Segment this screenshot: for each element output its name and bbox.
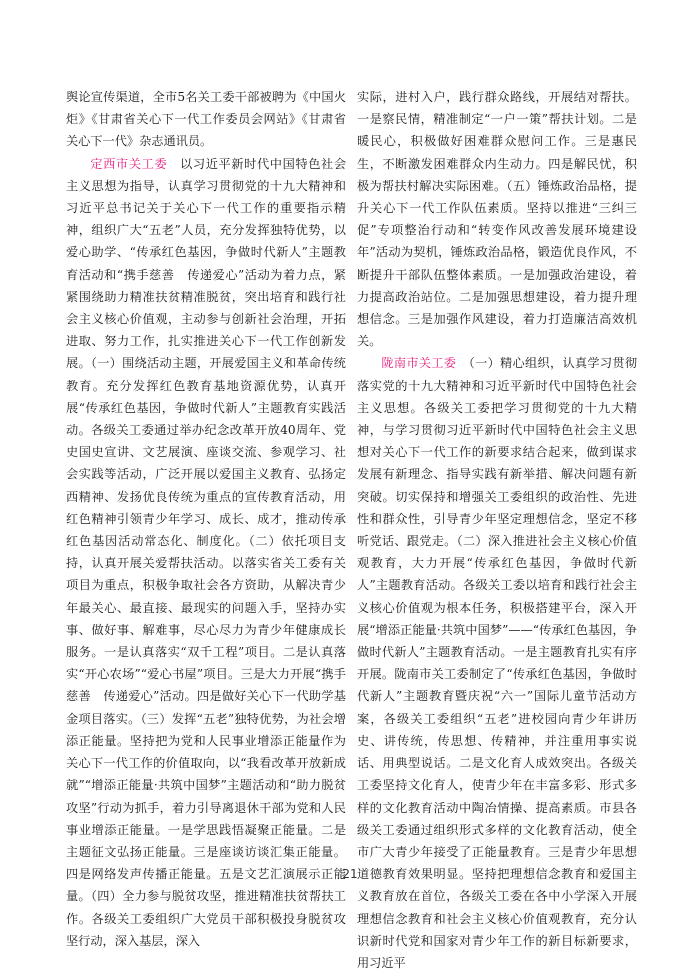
left-paragraph-2: 定西市关工委 以习近平新时代中国特色社会主义思想为指导，认真学习贯彻党的十九大精神和习近平总书记关于关心下一代工作的重要指示精神，组织广大“五老”人员，充分发挥独特优势，以爱心助学、“传承红色基因，争做时代新人”主题教育活动和“携手慈善 传递爱心”活动为着力点，紧紧围绕助力精准扶贫精准脱贫，突出培育和践行社会主义核心价值观，主动参与创新社会治理，开拓进取、努力工作，扎实推进关心下一代工作创新发展。（一）围绕活动主题，开展爱国主义和革命传统教育。充分发挥红色教育基地资源优势，认真开展“传承红色基因，争做时代新人”主题教育实践活动。各级关工委通过举办纪念改革开放40周年、党史国史宣讲、文艺展演、座谈交流、参观学习、社会实践等活动，广泛开展以爱国主义教育、弘扬定西精神、发扬优良传统为重点的宣传教育活动，用红色精神引领青少年学习、成长、成才，推动传承红色基因活动常态化、制度化。（二）依托项目支持，认真开展关爱帮扶活动。以落实省关工委有关项目为重点，积极争取社会各方资助，从解决青少年最关心、最直接、最现实的问题入手，坚持办实事、做好事、解难事，尽心尽力为青少年健康成长服务。一是认真落实“双千工程”项目。二是认真落实“开心农场”“爱心书屋”项目。三是大力开展“携手慈善 传递爱心”活动。四是做好关心下一代助学基金项目落实。（三）发挥“五老”独特优势，为社会增添正能量。坚持把为党和人民事业增添正能量作为关心下一代工作的价值取向，以“我看改革开放新成就”“增添正能量·共筑中国梦”主题活动和“助力脱贫攻坚”行动为抓手，着力引导离退休干部为党和人民事业增添正能量。一是学思践悟凝聚正能量。二是主题征文弘扬正能量。三是座谈访谈汇集正能量。四是网络发声传播正能量。五是文艺汇演展示正能量。（四）全力参与脱贫攻坚，推进精准扶贫帮扶工作。各级关工委组织广大党员干部积极投身脱贫攻坚行动，深入基层，深入 [66,156,347,948]
left-column [66,86,346,952]
right-paragraph-1: 实际，进村入户，践行群众路线，开展结对帮扶。一是察民情，精准制定“一户一策”帮扶计划。二是暖民心，积极做好困难群众慰问工作。三是惠民生，不断激发困难群众内生动力。四是解民忧，积极为帮扶村解决实际困难。（五）锤炼政治品格，提升关心下一代工作队伍素质。坚持以推进“三纠三促”专项整治行动和“转变作风改善发展环境建设年”活动为契机，锤炼政治品格，锻造优良作风，不断提升干部队伍整体素质。一是加强政治建设，着力提高政治站位。二是加强思想建设，着力提升理想信念。三是加强作风建设，着力打造廉洁高效机关。 [357,90,637,349]
page-number: 21 [342,867,358,881]
left-paragraph-1: 舆论宣传渠道，全市5名关工委干部被聘为《中国火炬》《甘肃省关心下一代工作委员会网站》《甘肃省关心下一代》杂志通讯员。 [66,90,346,149]
right-column [357,86,637,974]
section-heading-dingxi: 定西市关工委 [90,156,168,171]
right-paragraph-2: 陇南市关工委 （一）精心组织，认真学习贯彻落实党的十九大精神和习近平新时代中国特色社会主义思想。各级关工委把学习贯彻党的十九大精神，与学习贯彻习近平新时代中国特色社会主义思想对关心下一代工作的新要求结合起来，做到谋求发展有新理念、指导实践有新举措、解决问题有新突破。切实保持和增强关工委组织的政治性、先进性和群众性，引导青少年坚定理想信念，坚定不移听党话、跟党走。（二）深入推进社会主义核心价值观教育，大力开展“传承红色基因，争做时代新人”主题教育活动。各级关工委以培育和践行社会主义核心价值观为根本任务，积极搭建平台，深入开展“增添正能量·共筑中国梦”——“传承红色基因，争做时代新人”主题教育活动。一是主题教育扎实有序开展。陇南市关工委制定了“传承红色基因，争做时代新人”主题教育暨庆祝“六一”国际儿童节活动方案，各级关工委组织“五老”进校园向青少年讲历史、讲传统，传思想、传精神，并注重用事实说话、用典型说话。二是文化育人成效突出。各级关工委坚持文化育人，使青少年在丰富多彩、形式多样的文化教育活动中陶冶情操、提高素质。市县各级关工委通过组织形式多样的文化教育活动，使全市广大青少年接受了正能量教育。三是青少年思想道德教育效果明显。坚持把理想信念教育和爱国主义教育放在首位，各级关工委在各中小学深入开展理想信念教育和社会主义核心价值观教育，充分认识新时代党和国家对青少年工作的新目标新要求，用习近平 [357,356,638,970]
section-heading-longnan: 陇南市关工委 [381,356,457,371]
